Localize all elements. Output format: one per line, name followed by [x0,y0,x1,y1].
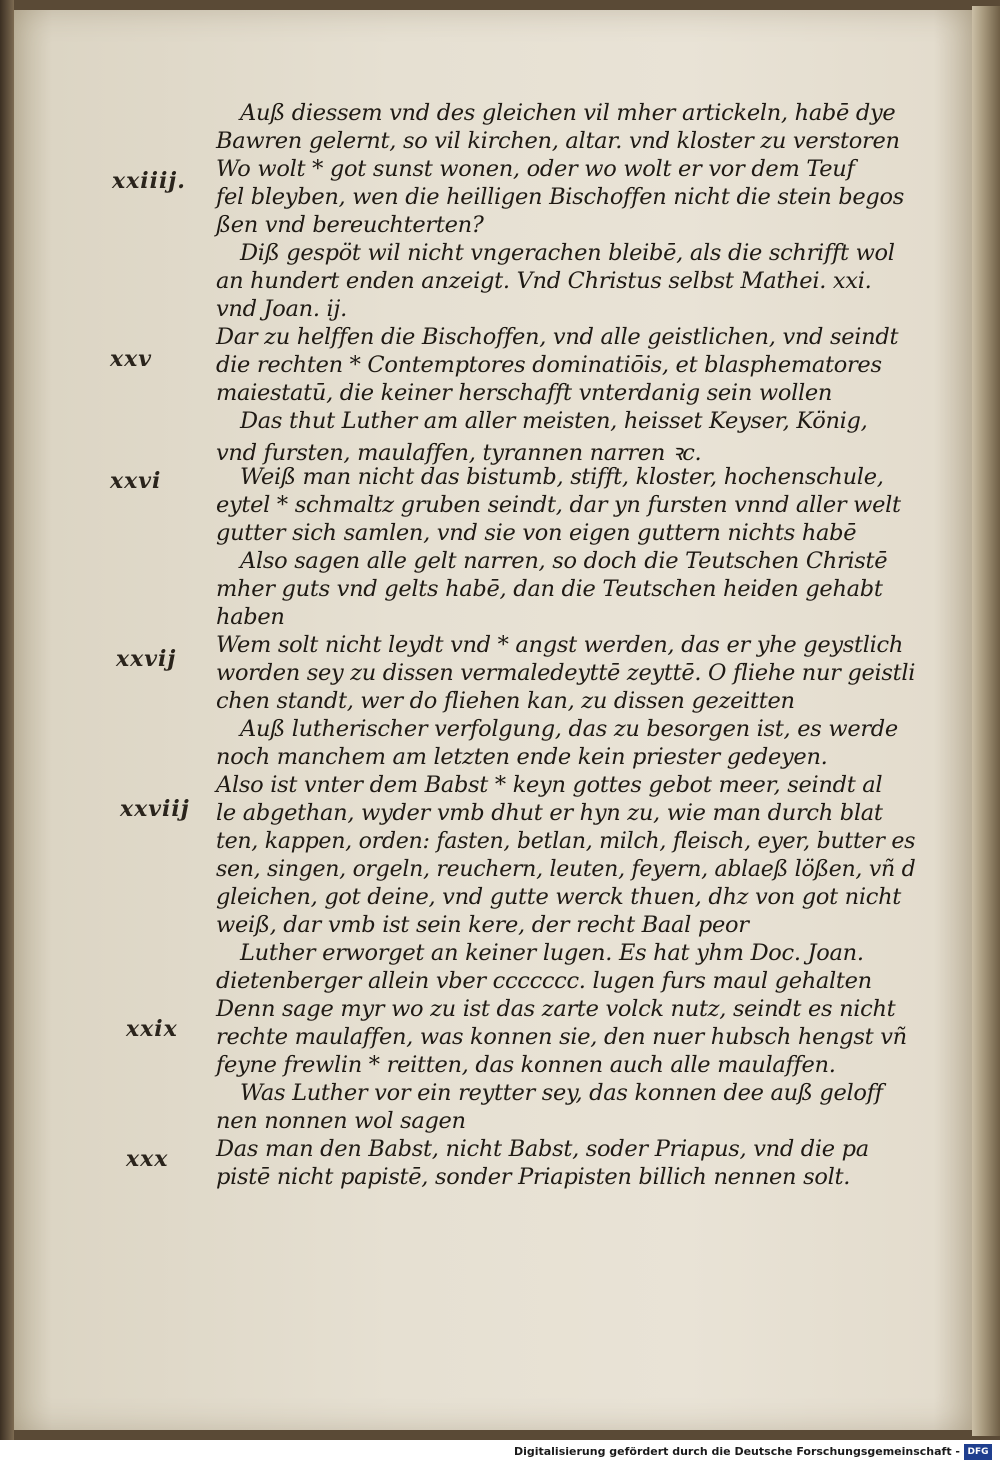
text-line: Wo wolt * got sunst wonen, oder wo wolt er vor dem Teuf [216,156,855,182]
text-line: Das man den Babst, nicht Babst, soder Priapus, vnd die pa [216,1136,869,1162]
margin-note: xxvi [110,468,162,494]
margin-note: xxix [126,1016,178,1042]
text-line: gutter sich samlen, vnd sie von eigen guttern nichts habē [216,520,857,546]
text-line: Diß gespöt wil nicht vngerachen bleibē, als die schrifft wol [240,240,895,266]
text-line: vnd Joan. ij. [216,296,347,322]
text-line: die rechten * Contemptores dominatiōis, et blasphematores [216,352,882,378]
margin-note: xxiiij. [112,168,186,194]
text-line: vnd fursten, maulaffen, tyrannen narren ꝛc. [216,440,702,466]
funding-credit: Digitalisierung gefördert durch die Deutsche Forschungsgemeinschaft - [513,1445,960,1458]
margin-note: xxx [126,1146,169,1172]
text-line: gleichen, got deine, vnd gutte werck thuen, dhz von got nicht [216,884,902,910]
text-line: Also ist vnter dem Babst * keyn gottes gebot meer, seindt al [216,772,883,798]
text-line: Das thut Luther am aller meisten, heisset Keyser, König, [240,408,868,434]
text-line: sen, singen, orgeln, reuchern, leuten, feyern, ablaeß lößen, vñ d [216,856,916,882]
text-line: Denn sage myr wo zu ist das zarte volck nutz, seindt es nicht [216,996,896,1022]
text-line: mher guts vnd gelts habē, dan die Teutschen heiden gehabt [216,576,883,602]
text-line: noch manchem am letzten ende kein priester gedeyen. [216,744,828,770]
text-line: Auß diessem vnd des gleichen vil mher artickeln, habē dye [240,100,896,126]
text-line: Was Luther vor ein reytter sey, das konnen dee auß geloff [240,1080,883,1106]
text-line: fel bleyben, wen die heilligen Bischoffen nicht die stein begos [216,184,904,210]
text-line: worden sey zu dissen vermaledeyttē zeyttē. O fliehe nur geistli [216,660,916,686]
text-line: dietenberger allein vber ccccccc. lugen furs maul gehalten [216,968,872,994]
text-line: Auß lutherischer verfolgung, das zu besorgen ist, es werde [240,716,898,742]
text-line: Also sagen alle gelt narren, so doch die Teutschen Christē [240,548,888,574]
text-line: weiß, dar vmb ist sein kere, der recht Baal peor [216,912,749,938]
text-line: Luther erworget an keiner lugen. Es hat yhm Doc. Joan. [240,940,864,966]
text-line: le abgethan, wyder vmb dhut er hyn zu, wie man durch blat [216,800,883,826]
text-line: an hundert enden anzeigt. Vnd Christus selbst Mathei. xxi. [216,268,872,294]
text-line: Bawren gelernt, so vil kirchen, altar. vnd kloster zu verstoren [216,128,900,154]
margin-note: xxv [110,346,153,372]
page-stack-edge [972,6,1000,1436]
margin-note: xxvij [116,646,177,672]
text-line: nen nonnen wol sagen [216,1108,466,1134]
text-line: pistē nicht papistē, sonder Priapisten billich nennen solt. [216,1164,851,1190]
text-line: Weiß man nicht das bistumb, stifft, kloster, hochenschule, [240,464,884,490]
funding-footer [0,1440,1000,1466]
text-line: feyne frewlin * reitten, das konnen auch alle maulaffen. [216,1052,836,1078]
text-line: ßen vnd bereuchterten? [216,212,484,238]
text-line: eytel * schmaltz gruben seindt, dar yn fursten vnnd aller welt [216,492,901,518]
text-line: maiestatū, die keiner herschafft vnterdanig sein wollen [216,380,833,406]
dfg-logo: DFG [964,1444,992,1460]
text-line: Wem solt nicht leydt vnd * angst werden, das er yhe geystlich [216,632,904,658]
binding-edge [0,0,14,1440]
margin-note: xxviij [120,796,190,822]
text-line: rechte maulaffen, was konnen sie, den nuer hubsch hengst vñ [216,1024,907,1050]
text-line: haben [216,604,285,630]
text-line: ten, kappen, orden: fasten, betlan, milch, fleisch, eyer, butter es [216,828,916,854]
text-line: chen standt, wer do fliehen kan, zu dissen gezeitten [216,688,795,714]
text-line: Dar zu helffen die Bischoffen, vnd alle geistlichen, vnd seindt [216,324,899,350]
